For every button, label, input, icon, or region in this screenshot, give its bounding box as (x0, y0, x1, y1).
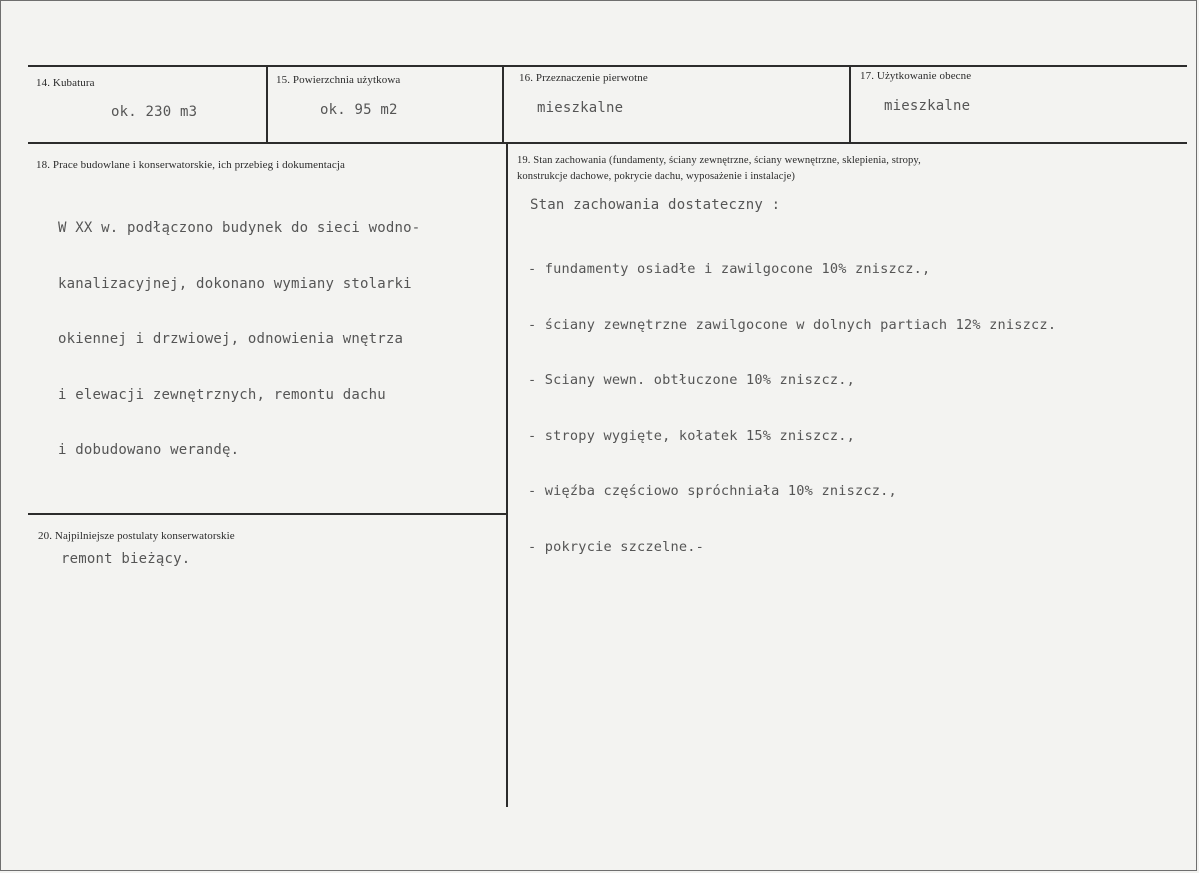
divider-18-19 (506, 143, 508, 807)
prace-line: i elewacji zewnętrznych, remontu dachu (58, 386, 386, 403)
prace-label: 18. Prace budowlane i konserwatorskie, ich przebieg i dokumentacja (36, 159, 345, 171)
stan-heading: Stan zachowania dostateczny : (530, 197, 781, 213)
postulaty-value: remont bieżący. (61, 551, 191, 567)
kubatura-value: ok. 230 m3 (111, 104, 198, 120)
stan-label-line2: konstrukcje dachowe, pokrycie dachu, wyposażenie i instalacje) (517, 171, 796, 182)
stan-item: - Sciany wewn. obtłuczone 10% zniszcz., (528, 372, 855, 388)
divider-16-17 (849, 66, 851, 143)
kubatura-label: 14. Kubatura (36, 77, 95, 89)
stan-item: - stropy wygięte, kołatek 15% zniszcz., (528, 427, 855, 444)
stan-items (528, 223, 1056, 575)
uzytkowanie-label: 17. Użytkowanie obecne (860, 70, 972, 82)
stan-item: - pokrycie szczelne.- (528, 538, 705, 555)
stan-item: - więźba częściowo spróchniała 10% zniszcz., (528, 483, 897, 499)
prace-line: kanalizacyjnej, dokonano wymiany stolarki (58, 275, 412, 292)
divider-18-20 (28, 513, 507, 515)
divider-14-15 (266, 66, 268, 143)
postulaty-label: 20. Najpilniejsze postulaty konserwatorskie (38, 530, 235, 542)
prace-line: okiennej i drzwiowej, odnowienia wnętrza (58, 331, 404, 347)
stan-item: - fundamenty osiadłe i zawilgocone 10% zniszcz., (528, 261, 931, 277)
prace-text (58, 182, 420, 478)
uzytkowanie-value: mieszkalne (884, 98, 971, 114)
divider-15-16 (502, 66, 504, 143)
przeznaczenie-label: 16. Przeznaczenie pierwotne (519, 72, 648, 84)
top-rule (28, 65, 1187, 67)
stan-label-line1: 19. Stan zachowania (fundamenty, ściany zewnętrzne, ściany wewnętrzne, sklepienia, stropy, (517, 155, 921, 166)
przeznaczenie-value: mieszkalne (537, 100, 624, 116)
stan-item: - ściany zewnętrzne zawilgocone w dolnych partiach 12% zniszcz. (528, 316, 1057, 333)
prace-line: i dobudowano werandę. (58, 442, 240, 458)
powierzchnia-label: 15. Powierzchnia użytkowa (276, 74, 401, 86)
row1-bottom-rule (28, 142, 1187, 144)
powierzchnia-value: ok. 95 m2 (320, 102, 398, 118)
prace-line: W XX w. podłączono budynek do sieci wodno- (58, 220, 421, 236)
